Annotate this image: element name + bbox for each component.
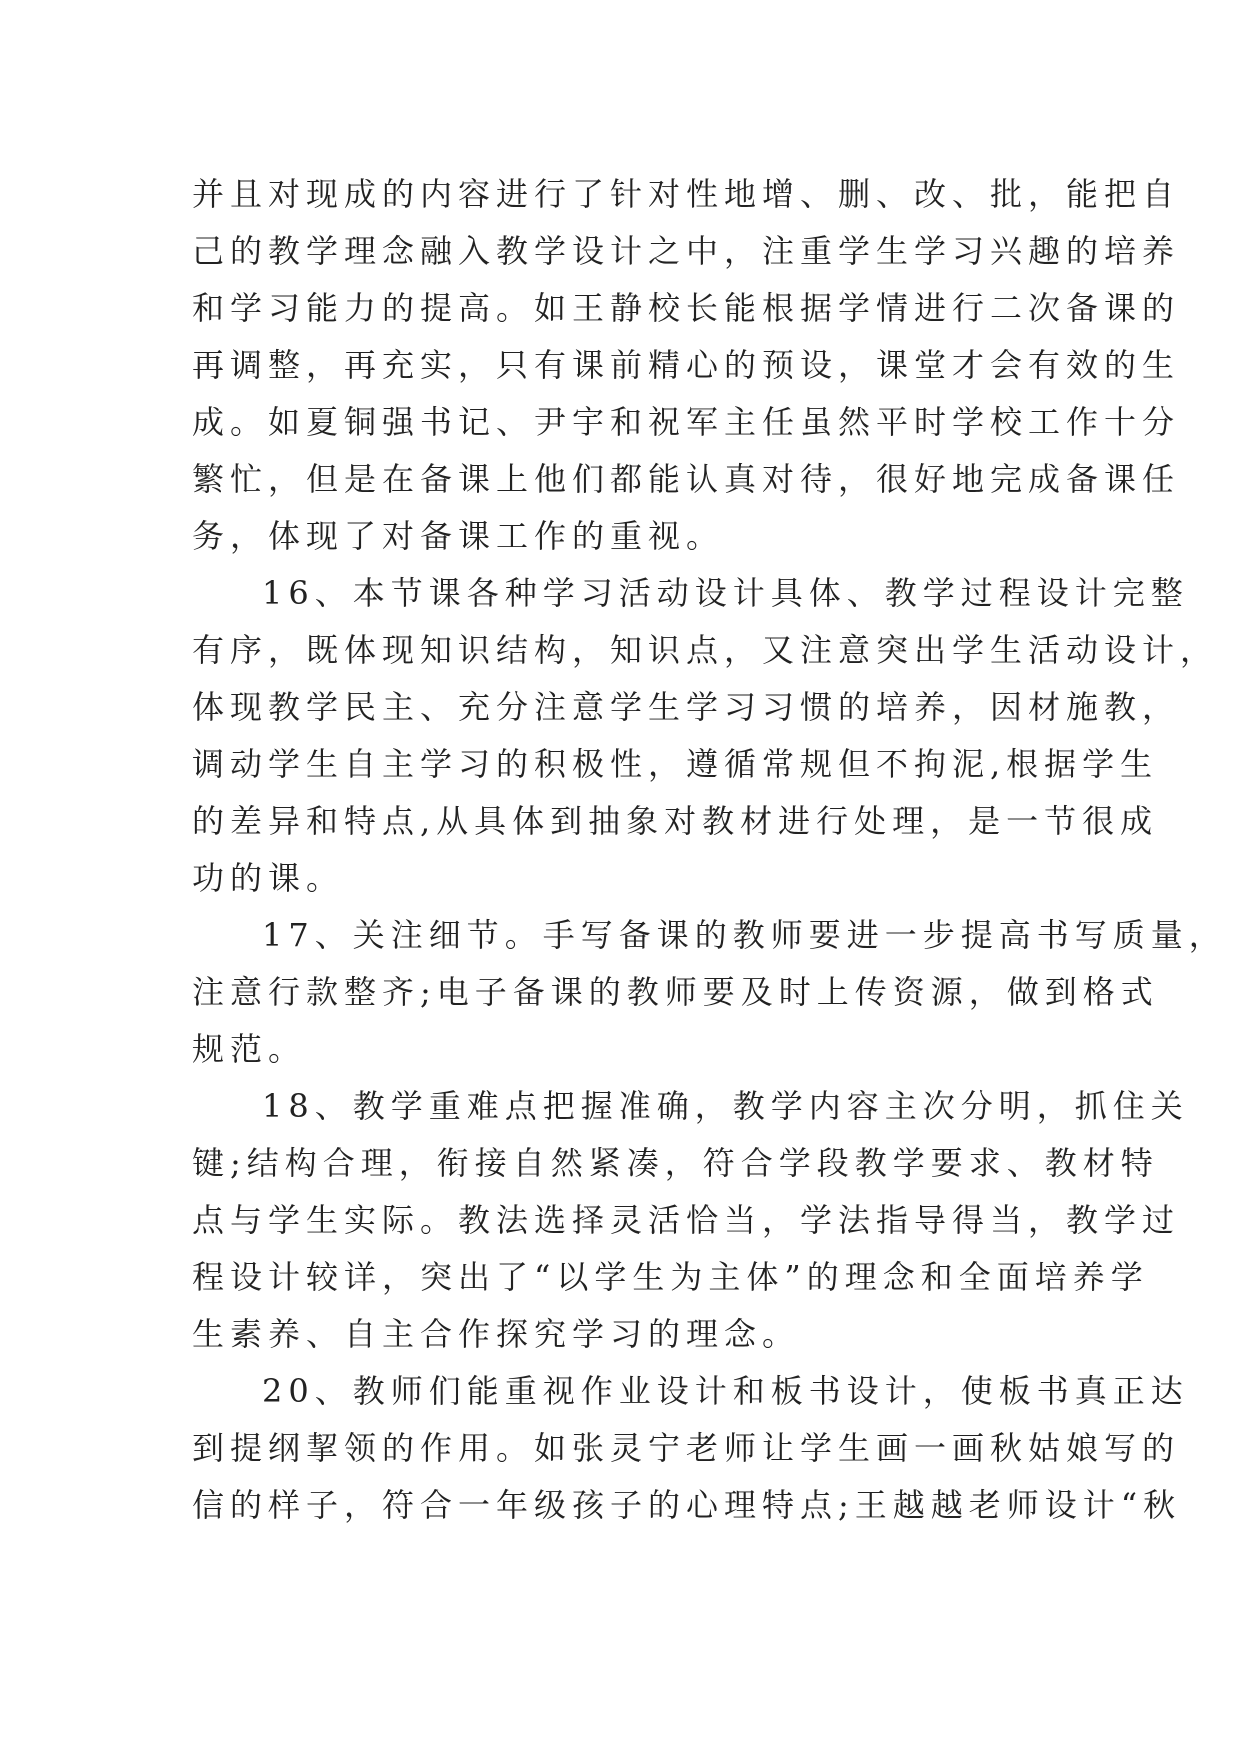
paragraph-18 bbox=[192, 1078, 1189, 1363]
paragraph-20 bbox=[192, 1363, 1189, 1534]
text-line: 功的课。 bbox=[192, 859, 345, 897]
text-line: 17、关注细节。手写备课的教师要进一步提高书写质量， bbox=[262, 916, 1227, 954]
text-line: 信的样子，符合一年级孩子的心理特点;王越越老师设计“秋 bbox=[192, 1486, 1182, 1524]
paragraph-17 bbox=[192, 907, 1227, 1078]
document-body bbox=[192, 166, 1227, 1534]
text-line: 16、本节课各种学习活动设计具体、教学过程设计完整 bbox=[262, 574, 1189, 612]
text-line: 点与学生实际。教法选择灵活恰当，学法指导得当，教学过 bbox=[192, 1201, 1181, 1239]
text-line: 有序，既体现知识结构，知识点，又注意突出学生活动设计， bbox=[192, 631, 1219, 669]
text-line: 键;结构合理，衔接自然紧凑，符合学段教学要求、教材特 bbox=[192, 1144, 1159, 1182]
text-line: 注意行款整齐;电子备课的教师要及时上传资源，做到格式 bbox=[192, 973, 1159, 1011]
text-line: 和学习能力的提高。如王静校长能根据学情进行二次备课的 bbox=[192, 289, 1181, 327]
text-line: 的差异和特点,从具体到抽象对教材进行处理，是一节很成 bbox=[192, 802, 1159, 840]
text-line: 再调整，再充实，只有课前精心的预设，课堂才会有效的生 bbox=[192, 346, 1181, 384]
text-line: 生素养、自主合作探究学习的理念。 bbox=[192, 1315, 801, 1353]
text-line: 己的教学理念融入教学设计之中，注重学生学习兴趣的培养 bbox=[192, 232, 1181, 270]
text-line: 繁忙，但是在备课上他们都能认真对待，很好地完成备课任 bbox=[192, 460, 1181, 498]
text-line: 规范。 bbox=[192, 1030, 307, 1068]
text-line: 成。如夏铜强书记、尹宇和祝军主任虽然平时学校工作十分 bbox=[192, 403, 1181, 441]
text-line: 18、教学重难点把握准确，教学内容主次分明，抓住关 bbox=[262, 1087, 1189, 1125]
paragraph-16 bbox=[192, 565, 1219, 907]
text-line: 程设计较详，突出了“以学生为主体”的理念和全面培养学 bbox=[192, 1258, 1149, 1296]
text-line: 调动学生自主学习的积极性，遵循常规但不拘泥,根据学生 bbox=[192, 745, 1159, 783]
text-line: 到提纲挈领的作用。如张灵宁老师让学生画一画秋姑娘写的 bbox=[192, 1429, 1181, 1467]
text-line: 并且对现成的内容进行了针对性地增、删、改、批，能把自 bbox=[192, 175, 1181, 213]
text-line: 20、教师们能重视作业设计和板书设计，使板书真正达 bbox=[262, 1372, 1189, 1410]
text-line: 体现教学民主、充分注意学生学习习惯的培养，因材施教， bbox=[192, 688, 1181, 726]
paragraph-continuation bbox=[192, 166, 1181, 565]
text-line: 务，体现了对备课工作的重视。 bbox=[192, 517, 725, 555]
